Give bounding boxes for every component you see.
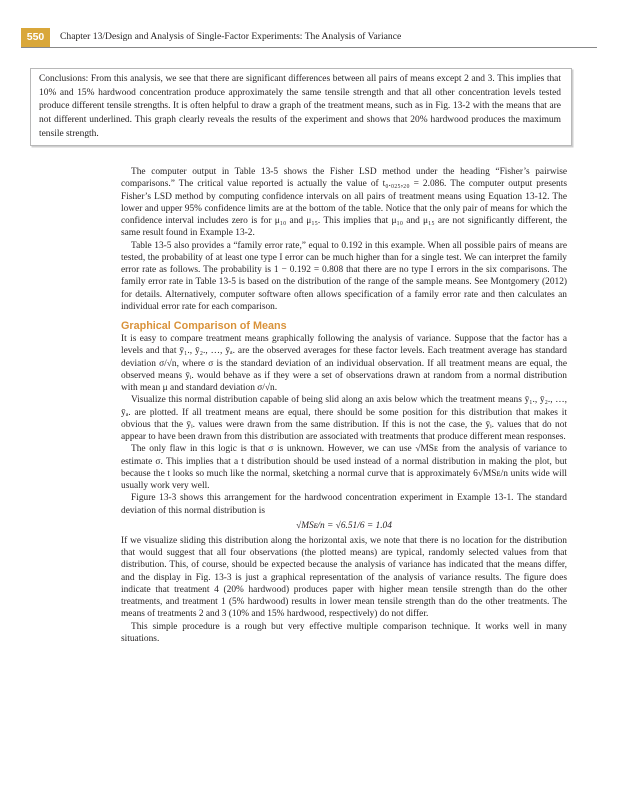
- header-rule: [21, 47, 597, 48]
- running-header: [0, 28, 639, 48]
- paragraph-fisher-lsd: The computer output in Table 13-5 shows the Fisher LSD method under the heading “Fisher’s pairwise comparisons.” The critical value reported is actually the value of t₀.₀₂₅,₂₀ = 2.086. The computer output presents Fisher’s LSD method by computing confidence intervals on all pairs of treatment means using Equation 13-12. The lower and upper 95% confidence limits are at the bottom of the table. Notice that the only pair of means for which the confidence interval includes zero is for μ₁₀ and μ₁₅. This implies that μ₁₀ and μ₁₅ are not significantly different, the same result found in Example 13-2.: [121, 167, 567, 239]
- paragraph-sigma-unknown: The only flaw in this logic is that σ is unknown. However, we can use √MSᴇ from the analysis of variance to estimate σ. This implies that a t distribution should be used instead of a normal distribution in making the plot, but because the t looks so much like the normal, sketching a normal curve that is approximately 6√MSᴇ/n units wide will usually work very well.: [121, 444, 567, 491]
- equation-std-dev: √MSᴇ/n = √6.51/6 = 1.04: [296, 520, 392, 531]
- main-text: [121, 166, 567, 645]
- running-title: Chapter 13/Design and Analysis of Single-Factor Experiments: The Analysis of Variance: [60, 31, 402, 42]
- paragraph-sliding-distribution: If we visualize sliding this distribution along the horizontal axis, we note that there is no location for the distribution that would suggest that all four observations (the plotted means) are typical, randomly selected values from that distribution. This, of course, should be expected because the analysis of variance has indicated that the means differ, and the display in Fig. 13-3 is just a graphical representation of the analysis of variance results. The figure does indicate that treatment 4 (20% hardwood) produces paper with higher mean tensile strength than do the other treatments, and treatment 1 (5% hardwood) results in lower mean tensile strength than do the other treatments. The means of treatments 2 and 3 (10% and 15% hardwood, respectively) do not differ.: [121, 535, 567, 620]
- page-number: 550: [21, 28, 50, 47]
- paragraph-simple-procedure: This simple procedure is a rough but very effective multiple comparison technique. It works well in many situations.: [121, 621, 567, 644]
- conclusions-box: [30, 68, 572, 146]
- paragraph-figure-13-3: Figure 13-3 shows this arrangement for the hardwood concentration experiment in Example 13-1. The standard deviation of this normal distribution is: [121, 493, 567, 516]
- section-heading: Graphical Comparison of Means: [121, 320, 287, 332]
- paragraph-graphical-intro: It is easy to compare treatment means graphically following the analysis of variance. Suppose that the factor has a levels and that ȳ₁., ȳ₂., …, ȳₐ. are the observed averages for these factor levels. Each treatment average has standard deviation σ/√n, where σ is the standard deviation of an individual observation. If all treatment means are equal, the observed means ȳᵢ. would behave as if they were a set of observations drawn at random from a normal distribution with mean μ and standard deviation σ/√n.: [121, 334, 567, 393]
- paragraph-family-error-rate: Table 13-5 also provides a “family error rate,” equal to 0.192 in this example. When all possible pairs of means are tested, the probability of at least one type I error can be much higher than for a single test. We can interpret the family error rate as follows. The probability is 1 − 0.192 = 0.808 that there are no type I errors in the six comparisons. The family error rate in Table 13-5 is based on the distribution of the range of the sample means. See Montgomery (2012) for details. Alternatively, computer software often allows specification of a family error rate and then calculates an individual error rate for each comparison.: [121, 240, 567, 312]
- paragraph-visualize: Visualize this normal distribution capable of being slid along an axis below which the treatment means ȳ₁., ȳ₂., …, ȳₐ. are plotted. If all treatment means are equal, there should be some position for this distribution that makes it obvious that the ȳᵢ. values were drawn from the same distribution. If this is not the case, the ȳᵢ. values that do not appear to have been drawn from this distribution are associated with treatments that produce different mean responses.: [121, 395, 567, 442]
- conclusions-text: Conclusions: From this analysis, we see that there are significant differences between all pairs of means except 2 and 3. This implies that 10% and 15% hardwood concentration produce approximately the same tensile strength and that all other concentration levels tested produce different tensile strengths. It is often helpful to draw a graph of the treatment means, such as in Fig. 13-2 with the means that are not different underlined. This graph clearly reveals the results of the experiment and shows that 20% hardwood produces the maximum tensile strength.: [39, 74, 561, 139]
